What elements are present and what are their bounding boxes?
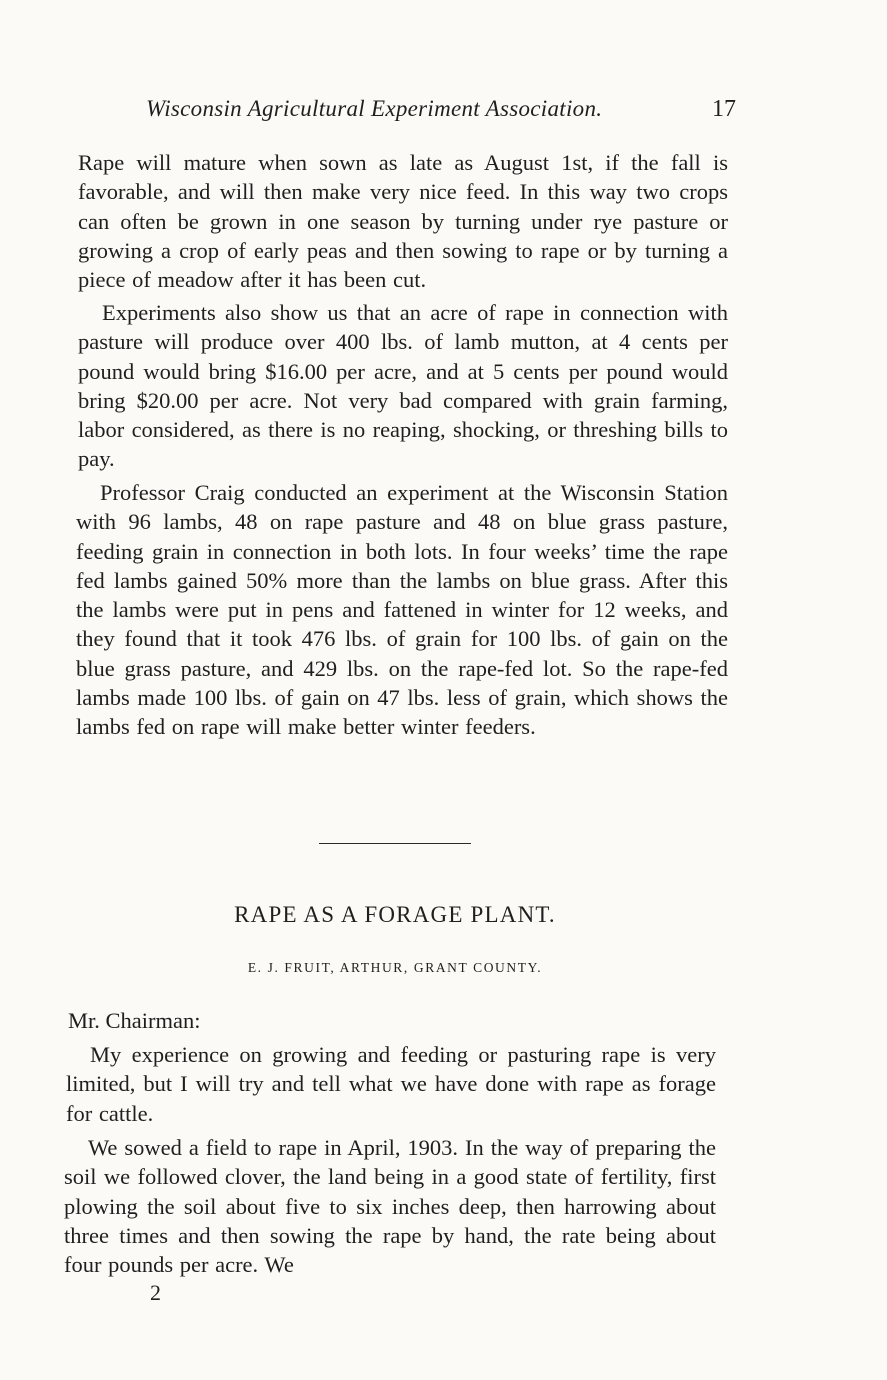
author-byline: E. J. FRUIT, ARTHUR, GRANT COUNTY. bbox=[247, 960, 543, 975]
section-divider bbox=[319, 843, 471, 844]
paragraph-experience: My experience on growing and feeding or pasturing rape is very limited, but I will try and tell what we have done with rape as forage for cattle. bbox=[66, 1042, 716, 1126]
paragraph-sowing: We sowed a field to rape in April, 1903. In the way of preparing the soil we followed clover, the land being in a good state of fertility, first plowing the soil about five to six inches deep, then harrowing about three times and then sowing the rape by hand, the rate being about four pounds per acre. We bbox=[64, 1135, 716, 1278]
paragraph-experiments: Experiments also show us that an acre of rape in connection with pasture will produce over 400 lbs. of lamb mutton, at 4 cents per pound would bring $16.00 per acre, and at 5 cents per pound would bring $20.00 per acre. Not very bad compared with grain farming, labor considered, as there is no reaping, shocking, or threshing bills to pay. bbox=[78, 300, 728, 472]
header-title: Wisconsin Agricultural Experiment Association. bbox=[146, 96, 603, 121]
section-heading: RAPE AS A FORAGE PLANT. bbox=[234, 902, 556, 927]
paragraph-professor-craig: Professor Craig conducted an experiment at the Wisconsin Station with 96 lambs, 48 on rape pasture and 48 on blue grass pasture, feeding grain in connection in both lots. In four weeks’ time the rape fed lambs gained 50% more than the lambs on blue grass. After this the lambs were put in pens and fattened in winter for 12 weeks, and they found that it took 476 lbs. of grain for 100 lbs. of gain on the blue grass pasture, and 429 lbs. on the rape-fed lot. So the rape-fed lambs made 100 lbs. of gain on 47 lbs. less of grain, which shows the lambs fed on rape will make better winter feeders. bbox=[76, 480, 728, 740]
running-header bbox=[146, 96, 736, 132]
signature-mark: 2 bbox=[150, 1280, 161, 1305]
page-number: 17 bbox=[712, 96, 736, 122]
paragraph-rape-maturity: Rape will mature when sown as late as August 1st, if the fall is favorable, and will then make very nice feed. In this way two crops can often be grown in one season by turning under rye pasture or growing a crop of early peas and then sowing to rape or by turning a piece of meadow after it has been cut. bbox=[78, 150, 728, 293]
salutation: Mr. Chairman: bbox=[68, 1008, 201, 1033]
